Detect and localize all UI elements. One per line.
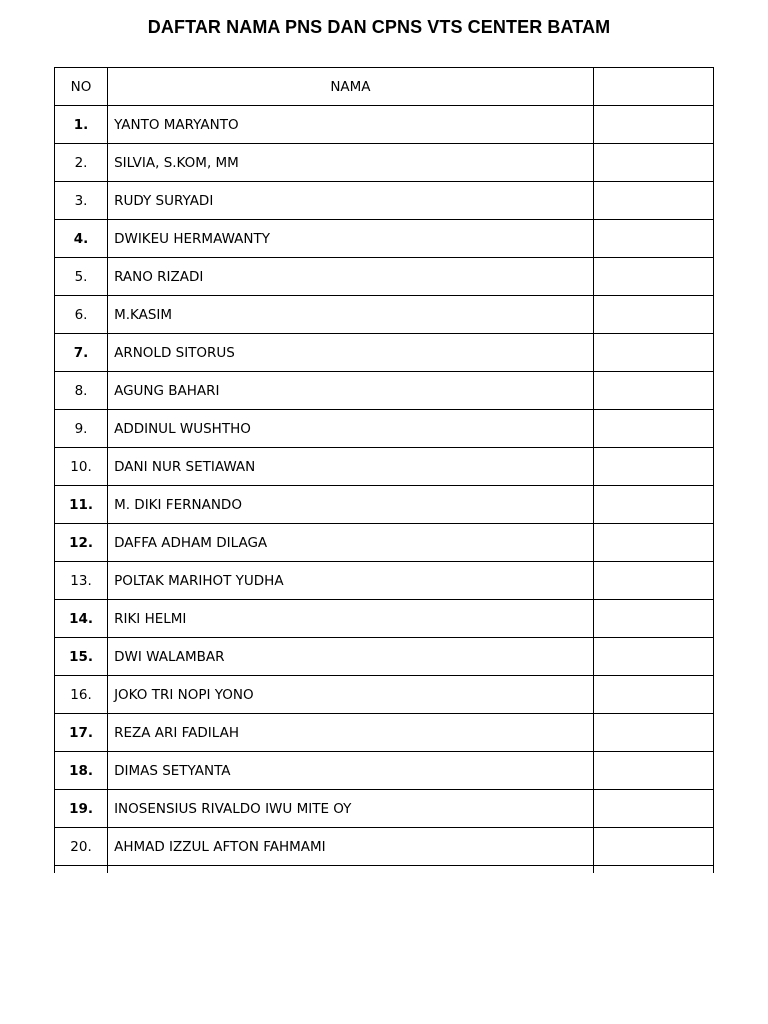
row-number: 7. <box>55 334 108 372</box>
row-name: AGUNG BAHARI <box>108 372 594 410</box>
row-blank-cell <box>593 524 713 562</box>
row-name: M. DIKI FERNANDO <box>108 486 594 524</box>
row-number: 5. <box>55 258 108 296</box>
table-header-row <box>55 68 714 106</box>
table-row <box>55 410 714 448</box>
row-number: 16. <box>55 676 108 714</box>
row-number: 1. <box>55 106 108 144</box>
row-name: AHMAD IZZUL AFTON FAHMAMI <box>108 828 594 866</box>
row-name: SILVIA, S.KOM, MM <box>108 144 594 182</box>
header-nama: NAMA <box>108 68 594 106</box>
partial-cell <box>55 866 108 874</box>
partial-cell <box>593 866 713 874</box>
table-body <box>55 68 714 874</box>
row-number: 8. <box>55 372 108 410</box>
row-blank-cell <box>593 562 713 600</box>
header-no: NO <box>55 68 108 106</box>
row-name: RUDY SURYADI <box>108 182 594 220</box>
page-title: DAFTAR NAMA PNS DAN CPNS VTS CENTER BATAM <box>147 17 611 37</box>
row-name: DWI WALAMBAR <box>108 638 594 676</box>
row-name: DANI NUR SETIAWAN <box>108 448 594 486</box>
row-number: 19. <box>55 790 108 828</box>
row-blank-cell <box>593 790 713 828</box>
table-row <box>55 714 714 752</box>
table-row <box>55 638 714 676</box>
row-blank-cell <box>593 296 713 334</box>
table-row <box>55 828 714 866</box>
row-blank-cell <box>593 334 713 372</box>
table-row <box>55 790 714 828</box>
row-number: 18. <box>55 752 108 790</box>
row-blank-cell <box>593 600 713 638</box>
table-row <box>55 296 714 334</box>
table-row <box>55 220 714 258</box>
header-blank <box>593 68 713 106</box>
row-name: INOSENSIUS RIVALDO IWU MITE OY <box>108 790 594 828</box>
table-row <box>55 562 714 600</box>
table-row-partial <box>55 866 714 874</box>
row-number: 12. <box>55 524 108 562</box>
row-number: 6. <box>55 296 108 334</box>
row-number: 3. <box>55 182 108 220</box>
row-number: 20. <box>55 828 108 866</box>
row-blank-cell <box>593 752 713 790</box>
row-number: 17. <box>55 714 108 752</box>
row-blank-cell <box>593 828 713 866</box>
row-number: 4. <box>55 220 108 258</box>
row-blank-cell <box>593 182 713 220</box>
table-row <box>55 448 714 486</box>
table-row <box>55 486 714 524</box>
row-blank-cell <box>593 676 713 714</box>
row-name: ADDINUL WUSHTHO <box>108 410 594 448</box>
row-blank-cell <box>593 144 713 182</box>
row-number: 15. <box>55 638 108 676</box>
row-blank-cell <box>593 258 713 296</box>
row-name: REZA ARI FADILAH <box>108 714 594 752</box>
row-blank-cell <box>593 106 713 144</box>
table-row <box>55 182 714 220</box>
row-name: DIMAS SETYANTA <box>108 752 594 790</box>
table-row <box>55 106 714 144</box>
table-row <box>55 676 714 714</box>
row-name: JOKO TRI NOPI YONO <box>108 676 594 714</box>
row-blank-cell <box>593 372 713 410</box>
row-name: YANTO MARYANTO <box>108 106 594 144</box>
row-name: POLTAK MARIHOT YUDHA <box>108 562 594 600</box>
row-number: 10. <box>55 448 108 486</box>
row-blank-cell <box>593 410 713 448</box>
row-number: 2. <box>55 144 108 182</box>
table-row <box>55 258 714 296</box>
row-name: RIKI HELMI <box>108 600 594 638</box>
row-name: DAFFA ADHAM DILAGA <box>108 524 594 562</box>
row-blank-cell <box>593 638 713 676</box>
row-name: ARNOLD SITORUS <box>108 334 594 372</box>
row-blank-cell <box>593 714 713 752</box>
table-row <box>55 144 714 182</box>
table-row <box>55 524 714 562</box>
row-number: 11. <box>55 486 108 524</box>
table-row <box>55 372 714 410</box>
table-row <box>55 600 714 638</box>
row-number: 9. <box>55 410 108 448</box>
partial-cell <box>108 866 594 874</box>
employee-table <box>54 67 714 873</box>
table-row <box>55 752 714 790</box>
row-number: 13. <box>55 562 108 600</box>
row-number: 14. <box>55 600 108 638</box>
row-blank-cell <box>593 220 713 258</box>
row-name: RANO RIZADI <box>108 258 594 296</box>
row-blank-cell <box>593 486 713 524</box>
table-row <box>55 334 714 372</box>
row-name: M.KASIM <box>108 296 594 334</box>
row-blank-cell <box>593 448 713 486</box>
row-name: DWIKEU HERMAWANTY <box>108 220 594 258</box>
